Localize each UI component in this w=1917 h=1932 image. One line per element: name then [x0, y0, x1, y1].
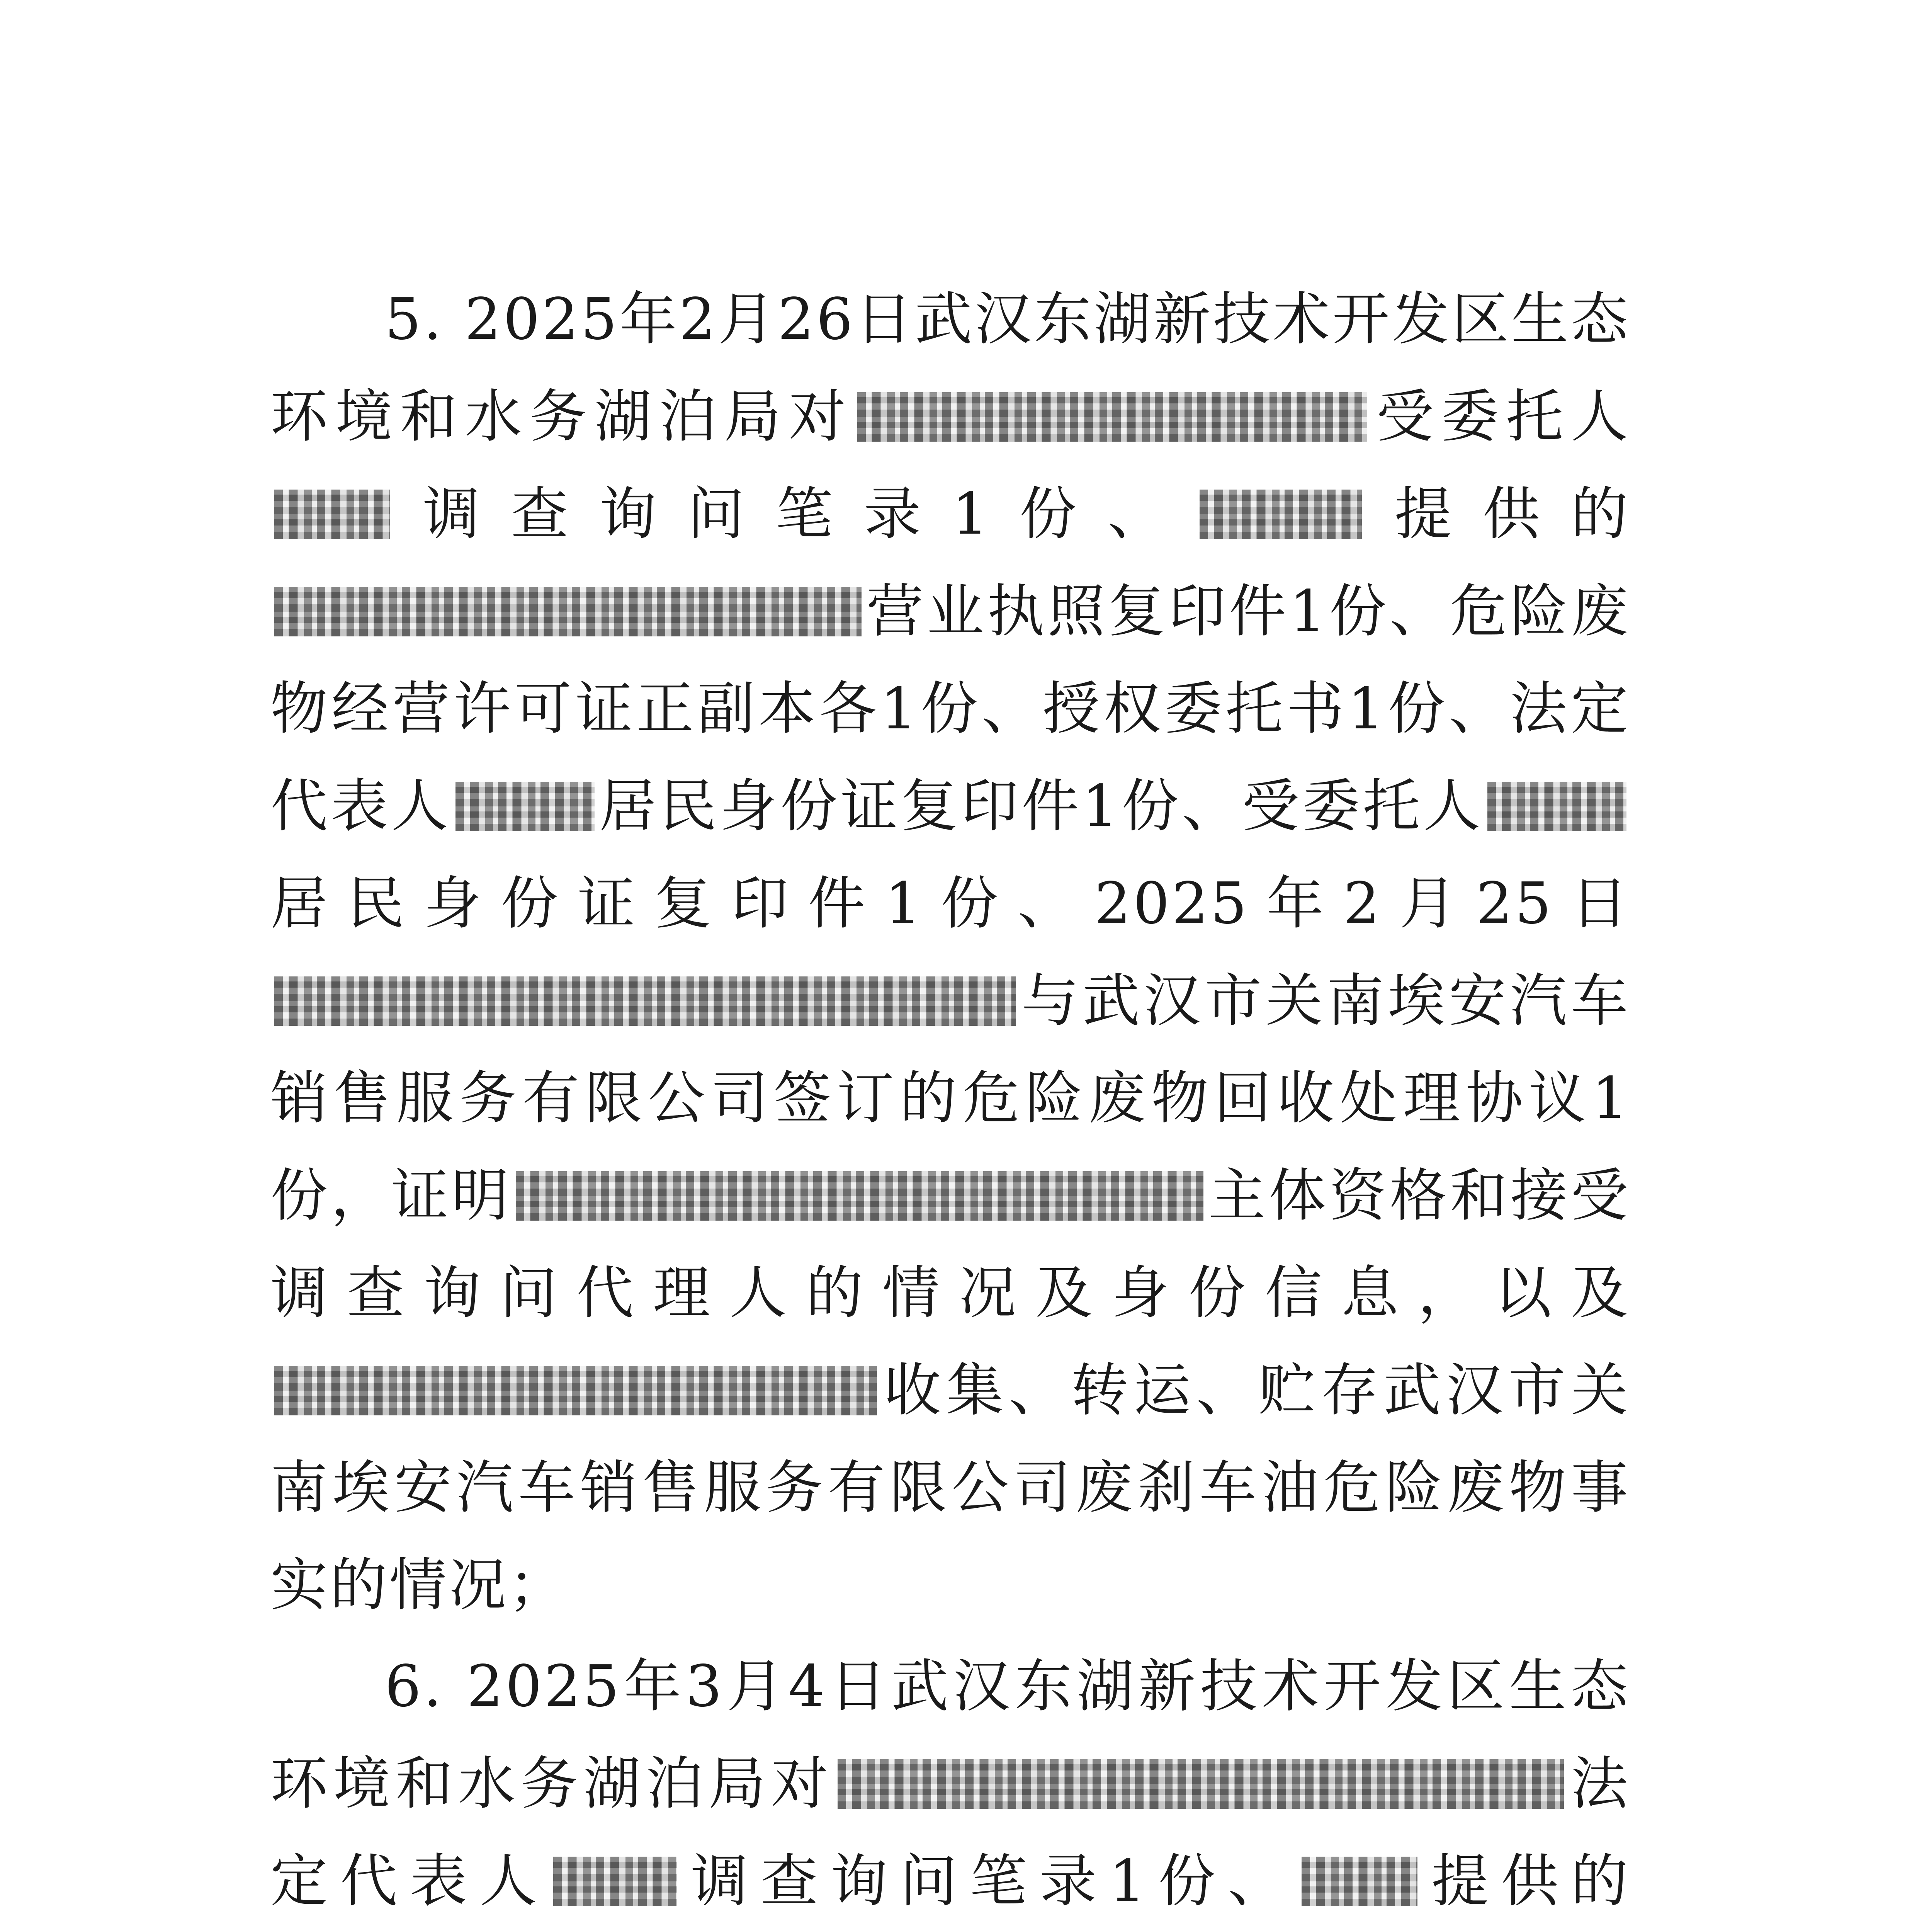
paragraph-text: 法定代表人: [270, 1750, 1630, 1914]
paragraph-text: 居民身份证复印件1份、2025年2月25日: [270, 870, 1630, 937]
paragraph-text: 提供的: [1421, 1848, 1631, 1914]
paragraph-text: 调查询问笔录1份、: [680, 1848, 1298, 1914]
redacted-block: [516, 1171, 1203, 1221]
redacted-block: [274, 1366, 877, 1415]
paragraph-text: 5. 2025年2月26日武汉东湖新技术开发区生态环境和水务湖泊局对: [270, 286, 1630, 450]
redacted-block: [455, 782, 595, 831]
paragraph-text: 居民身份证复印件1份、受委托人: [598, 773, 1484, 839]
paragraph-2: [270, 1638, 1630, 1932]
redacted-block: [274, 587, 862, 636]
redacted-block: [553, 1857, 677, 1906]
paragraph-text: 6. 2025年3月4日武汉东湖新技术开发区生态环境和水务湖泊局对: [270, 1653, 1630, 1817]
paragraph-text: 受委托人: [1371, 383, 1631, 450]
paragraph-text: 提供的: [1366, 481, 1630, 547]
paragraph-1: [270, 270, 1630, 1634]
redacted-block: [1200, 490, 1362, 539]
redacted-block: [274, 976, 1016, 1026]
redacted-block: [274, 490, 390, 539]
document-body: [270, 270, 1630, 1932]
redacted-block: [857, 392, 1367, 442]
redacted-block: [1487, 782, 1626, 831]
paragraph-text: 主体资格和接受调查询问代理人的情况及身份信息，以及: [270, 1162, 1631, 1326]
paragraph-text: 调查询问笔录1份、: [394, 481, 1196, 547]
paragraph-text: 收集、转运、贮存武汉市关南埃安汽车销售服务有限公司废刹车油危险废物事实的情况；: [270, 1357, 1630, 1618]
paragraph-text: 与武汉市关南埃安汽车销售服务有限公司签订的危险废物回收处理协议1份，证明: [270, 968, 1630, 1229]
redacted-block: [1302, 1857, 1417, 1906]
paragraph-text: 营业执照复印件1份、危险废物经营许可证正副本各1份、授权委托书1份、法定代表人: [270, 578, 1630, 839]
redacted-block: [838, 1759, 1564, 1809]
